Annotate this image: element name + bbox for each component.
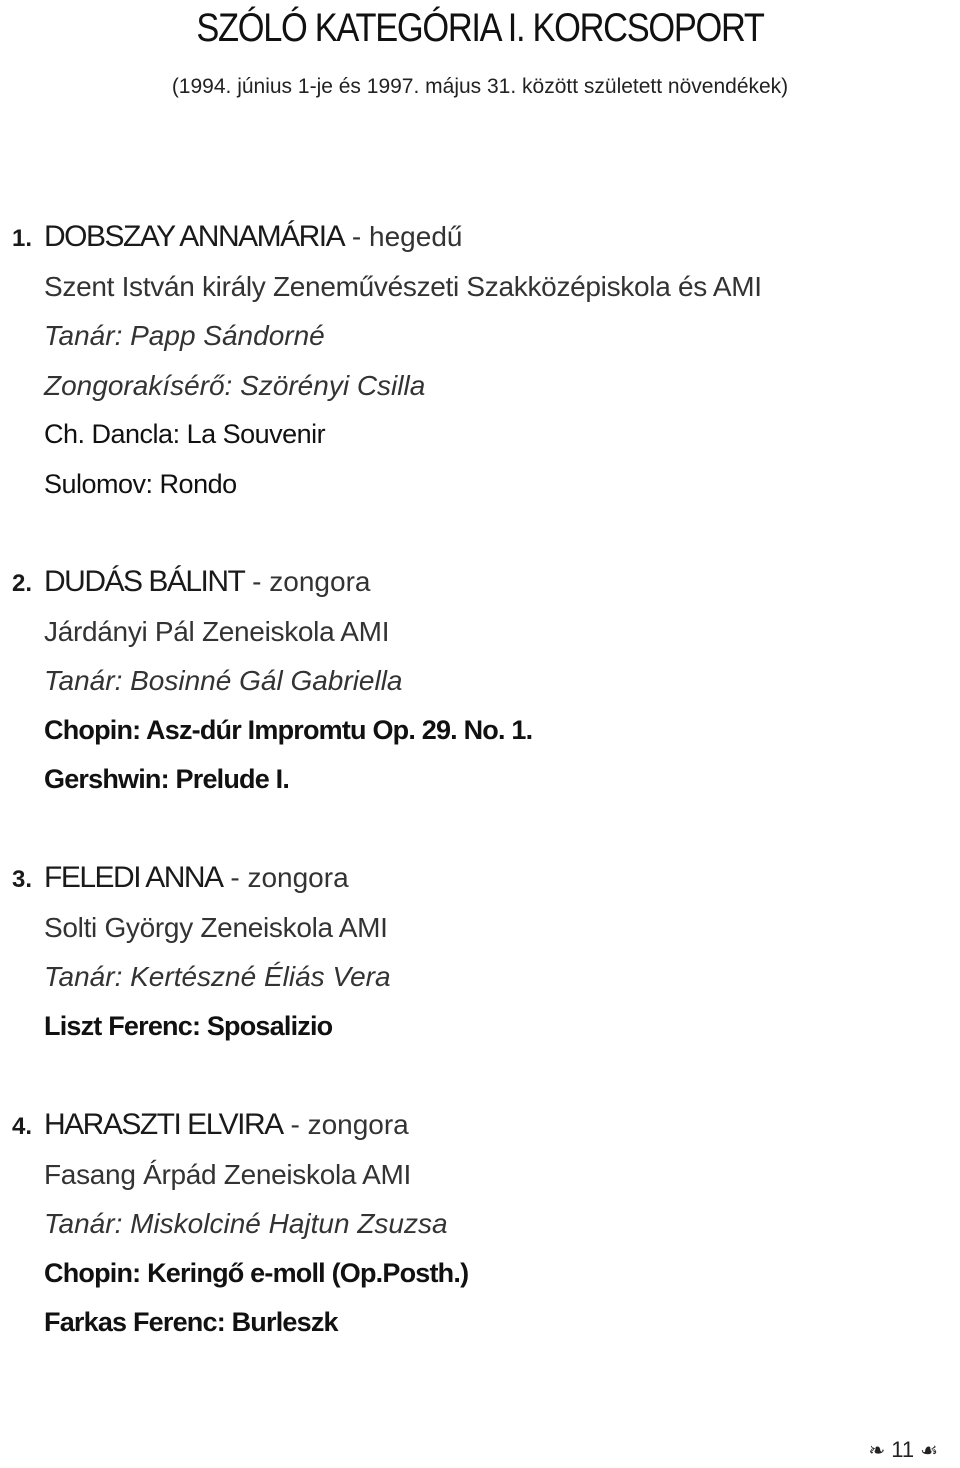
- piece: Farkas Ferenc: Burleszk: [44, 1307, 338, 1337]
- entry-number: 2.: [12, 570, 33, 597]
- leaf-ornament-icon: ❧: [868, 1440, 886, 1462]
- entry-1: [12, 212, 942, 509]
- performer-name: DOBSZAY ANNAMÁRIA: [44, 220, 345, 253]
- entry-heading: [12, 1100, 942, 1150]
- entry-3: [12, 853, 942, 1051]
- page-subtitle: (1994. június 1-je és 1997. május 31. között született növendékek): [171, 75, 789, 98]
- entry-heading: [12, 212, 942, 262]
- school: Járdányi Pál Zeneiskola AMI: [44, 615, 390, 647]
- entry-number: 3.: [12, 866, 33, 893]
- instrument: zongora: [307, 1109, 409, 1140]
- school: Szent István király Zeneművészeti Szakközépiskola és AMI: [44, 270, 762, 302]
- instrument: zongora: [269, 566, 371, 597]
- entry-4: [12, 1100, 942, 1348]
- piece: Ch. Dancla: La Souvenir: [44, 419, 326, 449]
- page-number: 11: [891, 1437, 915, 1462]
- piece: Chopin: Keringő e-moll (Op.Posth.): [44, 1257, 469, 1288]
- accompanist: Zongorakísérő: Szörényi Csilla: [44, 369, 426, 401]
- piece: Liszt Ferenc: Sposalizio: [44, 1010, 333, 1041]
- performer-name: DUDÁS BÁLINT: [44, 565, 245, 598]
- performer-name: FELEDI ANNA: [44, 861, 223, 894]
- school: Solti György Zeneiskola AMI: [44, 911, 388, 943]
- instrument: zongora: [247, 862, 349, 893]
- teacher: Tanár: Papp Sándorné: [44, 320, 325, 351]
- separator: -: [282, 1109, 308, 1140]
- leaf-ornament-icon: ☙: [920, 1440, 938, 1462]
- instrument: hegedű: [369, 221, 463, 252]
- separator: -: [244, 566, 270, 597]
- teacher: Tanár: Kertészné Éliás Vera: [44, 961, 391, 992]
- page-footer: [868, 1435, 938, 1466]
- piece: Chopin: Asz-dúr Impromtu Op. 29. No. 1.: [44, 714, 533, 745]
- teacher: Tanár: Miskolciné Hajtun Zsuzsa: [44, 1208, 448, 1239]
- separator: -: [344, 221, 370, 252]
- page-title: SZÓLÓ KATEGÓRIA I. KORCSOPORT: [196, 6, 764, 50]
- entry-2: [12, 557, 942, 805]
- entry-heading: [12, 853, 942, 903]
- entry-heading: [12, 557, 942, 607]
- entry-number: 4.: [12, 1113, 33, 1140]
- separator: -: [222, 862, 248, 893]
- teacher: Tanár: Bosinné Gál Gabriella: [44, 665, 403, 696]
- entry-number: 1.: [12, 225, 33, 252]
- piece: Sulomov: Rondo: [44, 468, 237, 499]
- piece: Gershwin: Prelude I.: [44, 764, 290, 794]
- performer-name: HARASZTI ELVIRA: [44, 1108, 283, 1141]
- school: Fasang Árpád Zeneiskola AMI: [44, 1158, 411, 1190]
